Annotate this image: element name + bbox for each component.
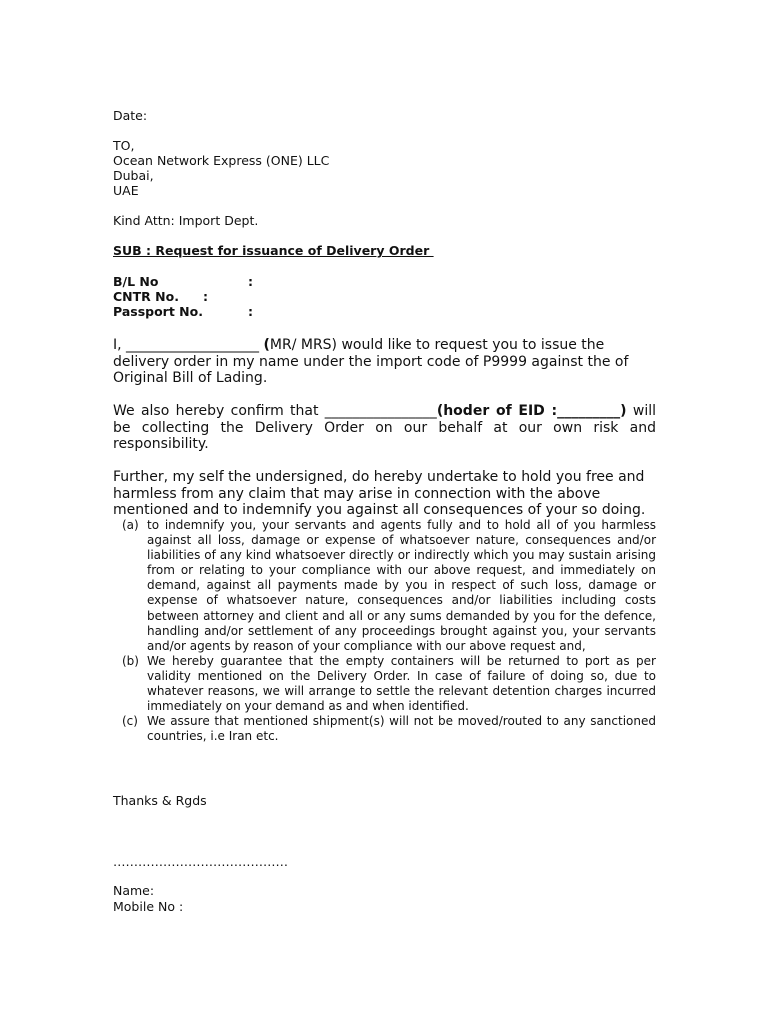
confirmation-rest: will be collecting the Delivery Order on our behalf at our own risk and responsibility. bbox=[113, 403, 656, 452]
condition-marker: (b) bbox=[122, 653, 139, 668]
condition-text: We assure that mentioned shipment(s) will not be moved/routed to any sanctioned countries, i.e Iran etc. bbox=[147, 714, 656, 744]
signatory-mobile-label: Mobile No : bbox=[113, 899, 184, 914]
request-paragraph bbox=[113, 337, 656, 387]
undertaking-paragraph: Further, my self the undersigned, do hereby undertake to hold you free and harmless from any claim that may arise in connection with the above mentioned and to indemnify you against all consequences of your so doing. bbox=[113, 469, 646, 518]
container-number-label: CNTR No. bbox=[113, 289, 179, 304]
recipient-city: Dubai, bbox=[113, 168, 154, 183]
bl-number-label: B/L No bbox=[113, 274, 159, 289]
signatory-name-label: Name: bbox=[113, 883, 155, 898]
recipient-country: UAE bbox=[113, 183, 139, 198]
request-text: MR/ MRS) would like to request you to issue the delivery order in my name under the import code of P9999 against the of Original Bill of Lading. bbox=[113, 337, 629, 386]
condition-item bbox=[122, 654, 656, 714]
request-paren: ( bbox=[263, 337, 270, 353]
signature-line: …………………………………… bbox=[113, 854, 288, 869]
bl-number-colon: : bbox=[248, 274, 253, 289]
subject-line: SUB : Request for issuance of Delivery Order bbox=[113, 243, 434, 258]
condition-item bbox=[122, 518, 656, 654]
conditions-list bbox=[122, 518, 656, 744]
condition-text: We hereby guarantee that the empty containers will be returned to port as per validity mentioned on the Delivery Order. In case of failure of doing so, due to whatever reasons, we will arrange to settle the relevant detention charges incurred immediately on your demand as and when identified. bbox=[147, 653, 656, 714]
passport-number-colon: : bbox=[248, 304, 253, 319]
condition-item bbox=[122, 714, 656, 744]
request-name-blank: I, ___________________ bbox=[113, 337, 264, 353]
condition-marker: (c) bbox=[122, 714, 138, 729]
eid-holder-text: (hoder of EID :_________) bbox=[436, 403, 627, 419]
container-number-colon: : bbox=[203, 289, 208, 304]
recipient-salutation: TO, bbox=[113, 138, 135, 153]
condition-marker: (a) bbox=[122, 518, 139, 532]
confirmation-lead: We also hereby confirm that ________________ bbox=[113, 403, 437, 419]
closing-line: Thanks & Rgds bbox=[113, 793, 207, 808]
confirmation-paragraph bbox=[113, 403, 656, 453]
condition-text: to indemnify you, your servants and agents fully and to hold all of you harmless against all loss, damage or expense of whatsoever nature, consequences and/or liabilities of any kind whatsoever directly or indirectly which you may sustain arising from or relating to your compliance with our above request, and immediately on demand, against all payments made by you in respect of such loss, damage or expense of whatsoever nature, consequences and/or liabilities including costs between attorney and client and all or any sums demanded by you for the defence, handling and/or settlement of any proceedings brought against you, your servants and/or agents by reason of your compliance with our above request and, bbox=[147, 518, 656, 653]
recipient-company: Ocean Network Express (ONE) LLC bbox=[113, 153, 330, 168]
date-label: Date: bbox=[113, 108, 148, 123]
attention-line: Kind Attn: Import Dept. bbox=[113, 213, 259, 228]
passport-number-label: Passport No. bbox=[113, 304, 203, 319]
